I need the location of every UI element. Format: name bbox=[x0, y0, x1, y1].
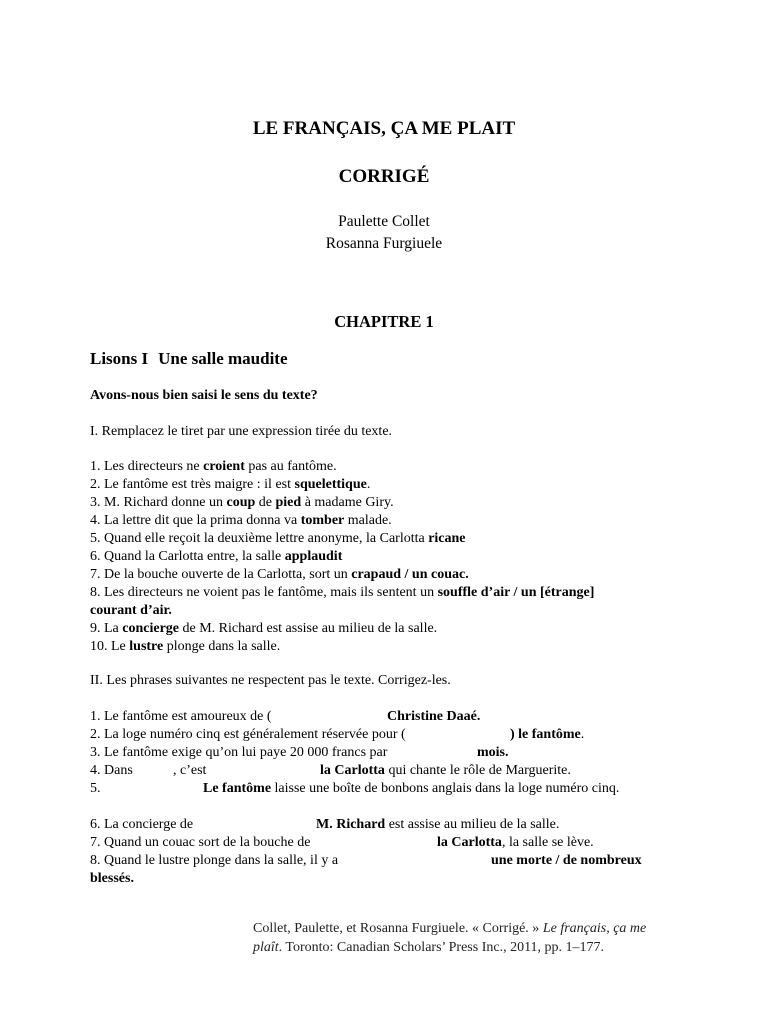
list-item: 8. Quand le lustre plonge dans la salle, il y a bbox=[90, 853, 339, 868]
answer: courant d’air. bbox=[90, 603, 172, 618]
list-item: 6. Quand la Carlotta entre, la salle applaudit bbox=[90, 549, 343, 564]
list-item: 6. La concierge de bbox=[90, 817, 194, 832]
answer: applaudit bbox=[284, 549, 343, 564]
list-item: 3. Le fantôme exige qu’on lui paye 20 000 francs par bbox=[90, 745, 388, 760]
answer: coup bbox=[226, 495, 256, 510]
author-2: Rosanna Furgiuele bbox=[325, 235, 443, 252]
answer: croient bbox=[203, 459, 245, 474]
answer: mois. bbox=[477, 745, 509, 760]
list-item: 7. Quand un couac sort de la bouche de bbox=[90, 835, 311, 850]
list-item-mid: , c’est bbox=[173, 763, 207, 778]
list-item: 9. La concierge de M. Richard est assise au milieu de la salle. bbox=[90, 621, 438, 636]
answer: Christine Daaé. bbox=[387, 709, 481, 724]
list-item: 5. Quand elle reçoit la deuxième lettre anonyme, la Carlotta ricane bbox=[90, 531, 466, 546]
answer: lustre bbox=[129, 639, 164, 654]
answer: ) le fantôme. bbox=[510, 727, 585, 742]
part2-instruction: II. Les phrases suivantes ne respectent pas le texte. Corrigez-les. bbox=[90, 673, 451, 688]
answer: M. Richard est assise au milieu de la salle. bbox=[316, 817, 560, 832]
question-heading: Avons-nous bien saisi le sens du texte? bbox=[90, 388, 318, 403]
answer: tomber bbox=[300, 513, 345, 528]
list-item: 4. Dans bbox=[90, 763, 133, 778]
author-1: Paulette Collet bbox=[338, 213, 430, 230]
part1-instruction: I. Remplacez le tiret par une expression tirée du texte. bbox=[90, 424, 393, 439]
answer: la Carlotta qui chante le rôle de Marguerite. bbox=[320, 763, 571, 778]
list-item: 8. Les directeurs ne voient pas le fantôme, mais ils sentent un souffle d’air / un [étrange] bbox=[90, 585, 595, 600]
answer: une morte / de nombreux bbox=[491, 853, 642, 868]
list-item: 5. bbox=[90, 781, 101, 796]
answer: souffle d’air / un [étrange] bbox=[437, 585, 595, 600]
section-label: Lisons I bbox=[90, 349, 149, 368]
document-title: LE FRANÇAIS, ÇA ME PLAIT bbox=[252, 118, 516, 139]
list-item: 10. Le lustre plonge dans la salle. bbox=[90, 639, 281, 654]
answer: Le fantôme laisse une boîte de bonbons anglais dans la loge numéro cinq. bbox=[203, 781, 620, 796]
answer: ricane bbox=[428, 531, 466, 546]
list-item: 7. De la bouche ouverte de la Carlotta, sort un crapaud / un couac. bbox=[90, 567, 469, 582]
list-item: 1. Le fantôme est amoureux de ( bbox=[90, 709, 272, 724]
answer: squelettique bbox=[294, 477, 367, 492]
list-item: 4. La lettre dit que la prima donna va tomber malade. bbox=[90, 513, 392, 528]
list-item bbox=[90, 602, 172, 620]
citation: Collet, Paulette, et Rosanna Furgiuele. « Corrigé. » Le français, ça me plaît. Toronto: Canadian Scholars’ Press Inc., 2011, pp. 1–177. bbox=[253, 921, 647, 955]
answer: blessés. bbox=[90, 871, 134, 886]
answer: pied bbox=[275, 495, 302, 510]
answer: concierge bbox=[122, 621, 180, 636]
answer: crapaud / un couac. bbox=[351, 567, 469, 582]
section-name: Une salle maudite bbox=[158, 349, 288, 368]
book-title: Le français, ça me plaît bbox=[253, 921, 647, 955]
list-item: 1. Les directeurs ne croient pas au fantôme. bbox=[90, 459, 337, 474]
answer: la Carlotta, la salle se lève. bbox=[437, 835, 594, 850]
document-subtitle: CORRIGÉ bbox=[338, 166, 430, 187]
section-heading bbox=[90, 349, 288, 369]
list-item: 3. M. Richard donne un coup de pied à madame Giry. bbox=[90, 495, 394, 510]
list-item: 2. Le fantôme est très maigre : il est squelettique. bbox=[90, 477, 371, 492]
chapter-heading: CHAPITRE 1 bbox=[334, 312, 434, 331]
list-item: 2. La loge numéro cinq est généralement réservée pour ( bbox=[90, 727, 406, 742]
